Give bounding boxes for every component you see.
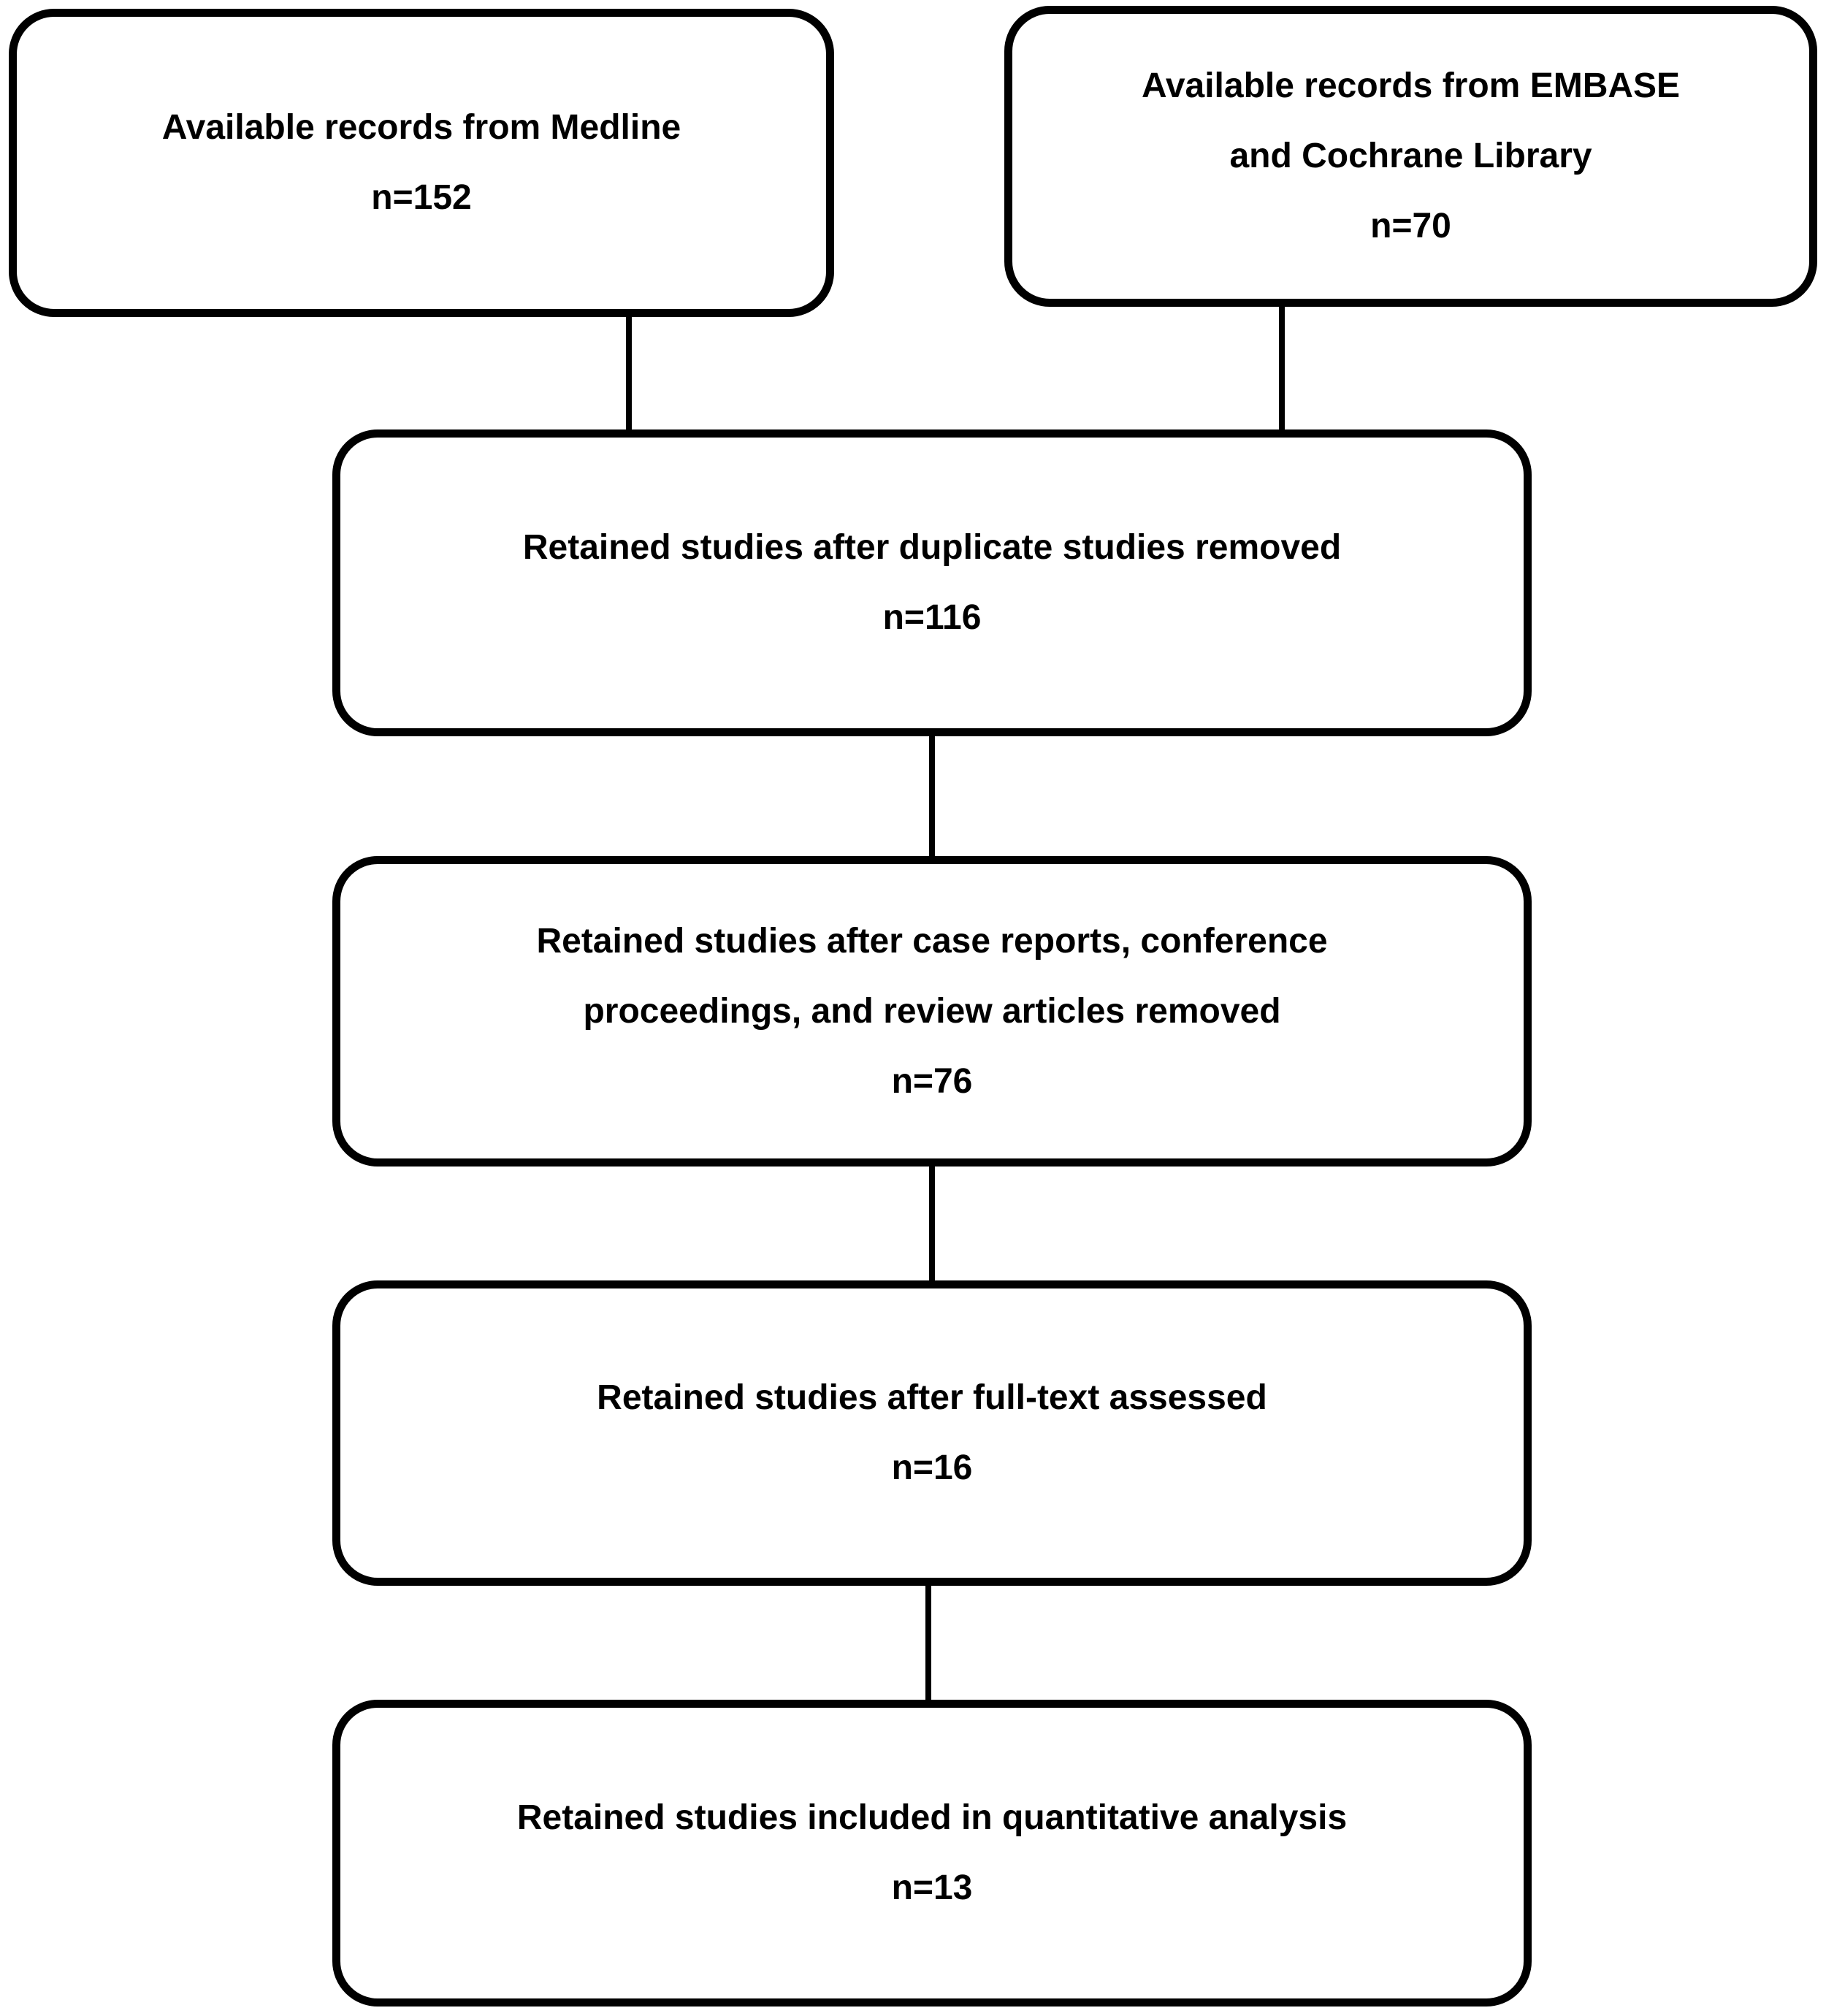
node-screened-box [332,856,1532,1167]
node-dedup-label: Retained studies after duplicate studies removed [522,528,1342,567]
node-fulltext-label: Retained studies after full-text assessed [597,1378,1267,1417]
node-medline-label: Available records from Medline [161,108,681,147]
connector-medline-to-dedup [626,313,632,434]
connector-fulltext-to-included [925,1581,931,1704]
node-medline-box [9,9,834,317]
node-dedup-box [332,429,1532,736]
node-dedup-count: n=116 [882,598,982,637]
connector-screened-to-fulltext [929,1162,935,1285]
connector-embase-to-dedup [1279,302,1285,434]
node-fulltext-box [332,1280,1532,1586]
node-medline-count: n=152 [371,178,472,217]
node-screened-label-line1: Retained studies after case reports, conference [536,921,1328,961]
connector-dedup-to-screened [929,732,935,860]
node-screened-count: n=76 [891,1061,973,1101]
node-fulltext-count: n=16 [891,1448,973,1487]
node-embase-label-line1: Available records from EMBASE [1141,66,1681,105]
node-embase-count: n=70 [1370,207,1451,245]
node-included-count: n=13 [891,1868,973,1907]
node-screened-label-line2: proceedings, and review articles removed [583,991,1281,1031]
node-included-box [332,1700,1532,2007]
node-embase-box [1004,6,1817,307]
node-embase-label-line2: and Cochrane Library [1229,137,1592,175]
node-included-label: Retained studies included in quantitative analysis [516,1798,1348,1837]
